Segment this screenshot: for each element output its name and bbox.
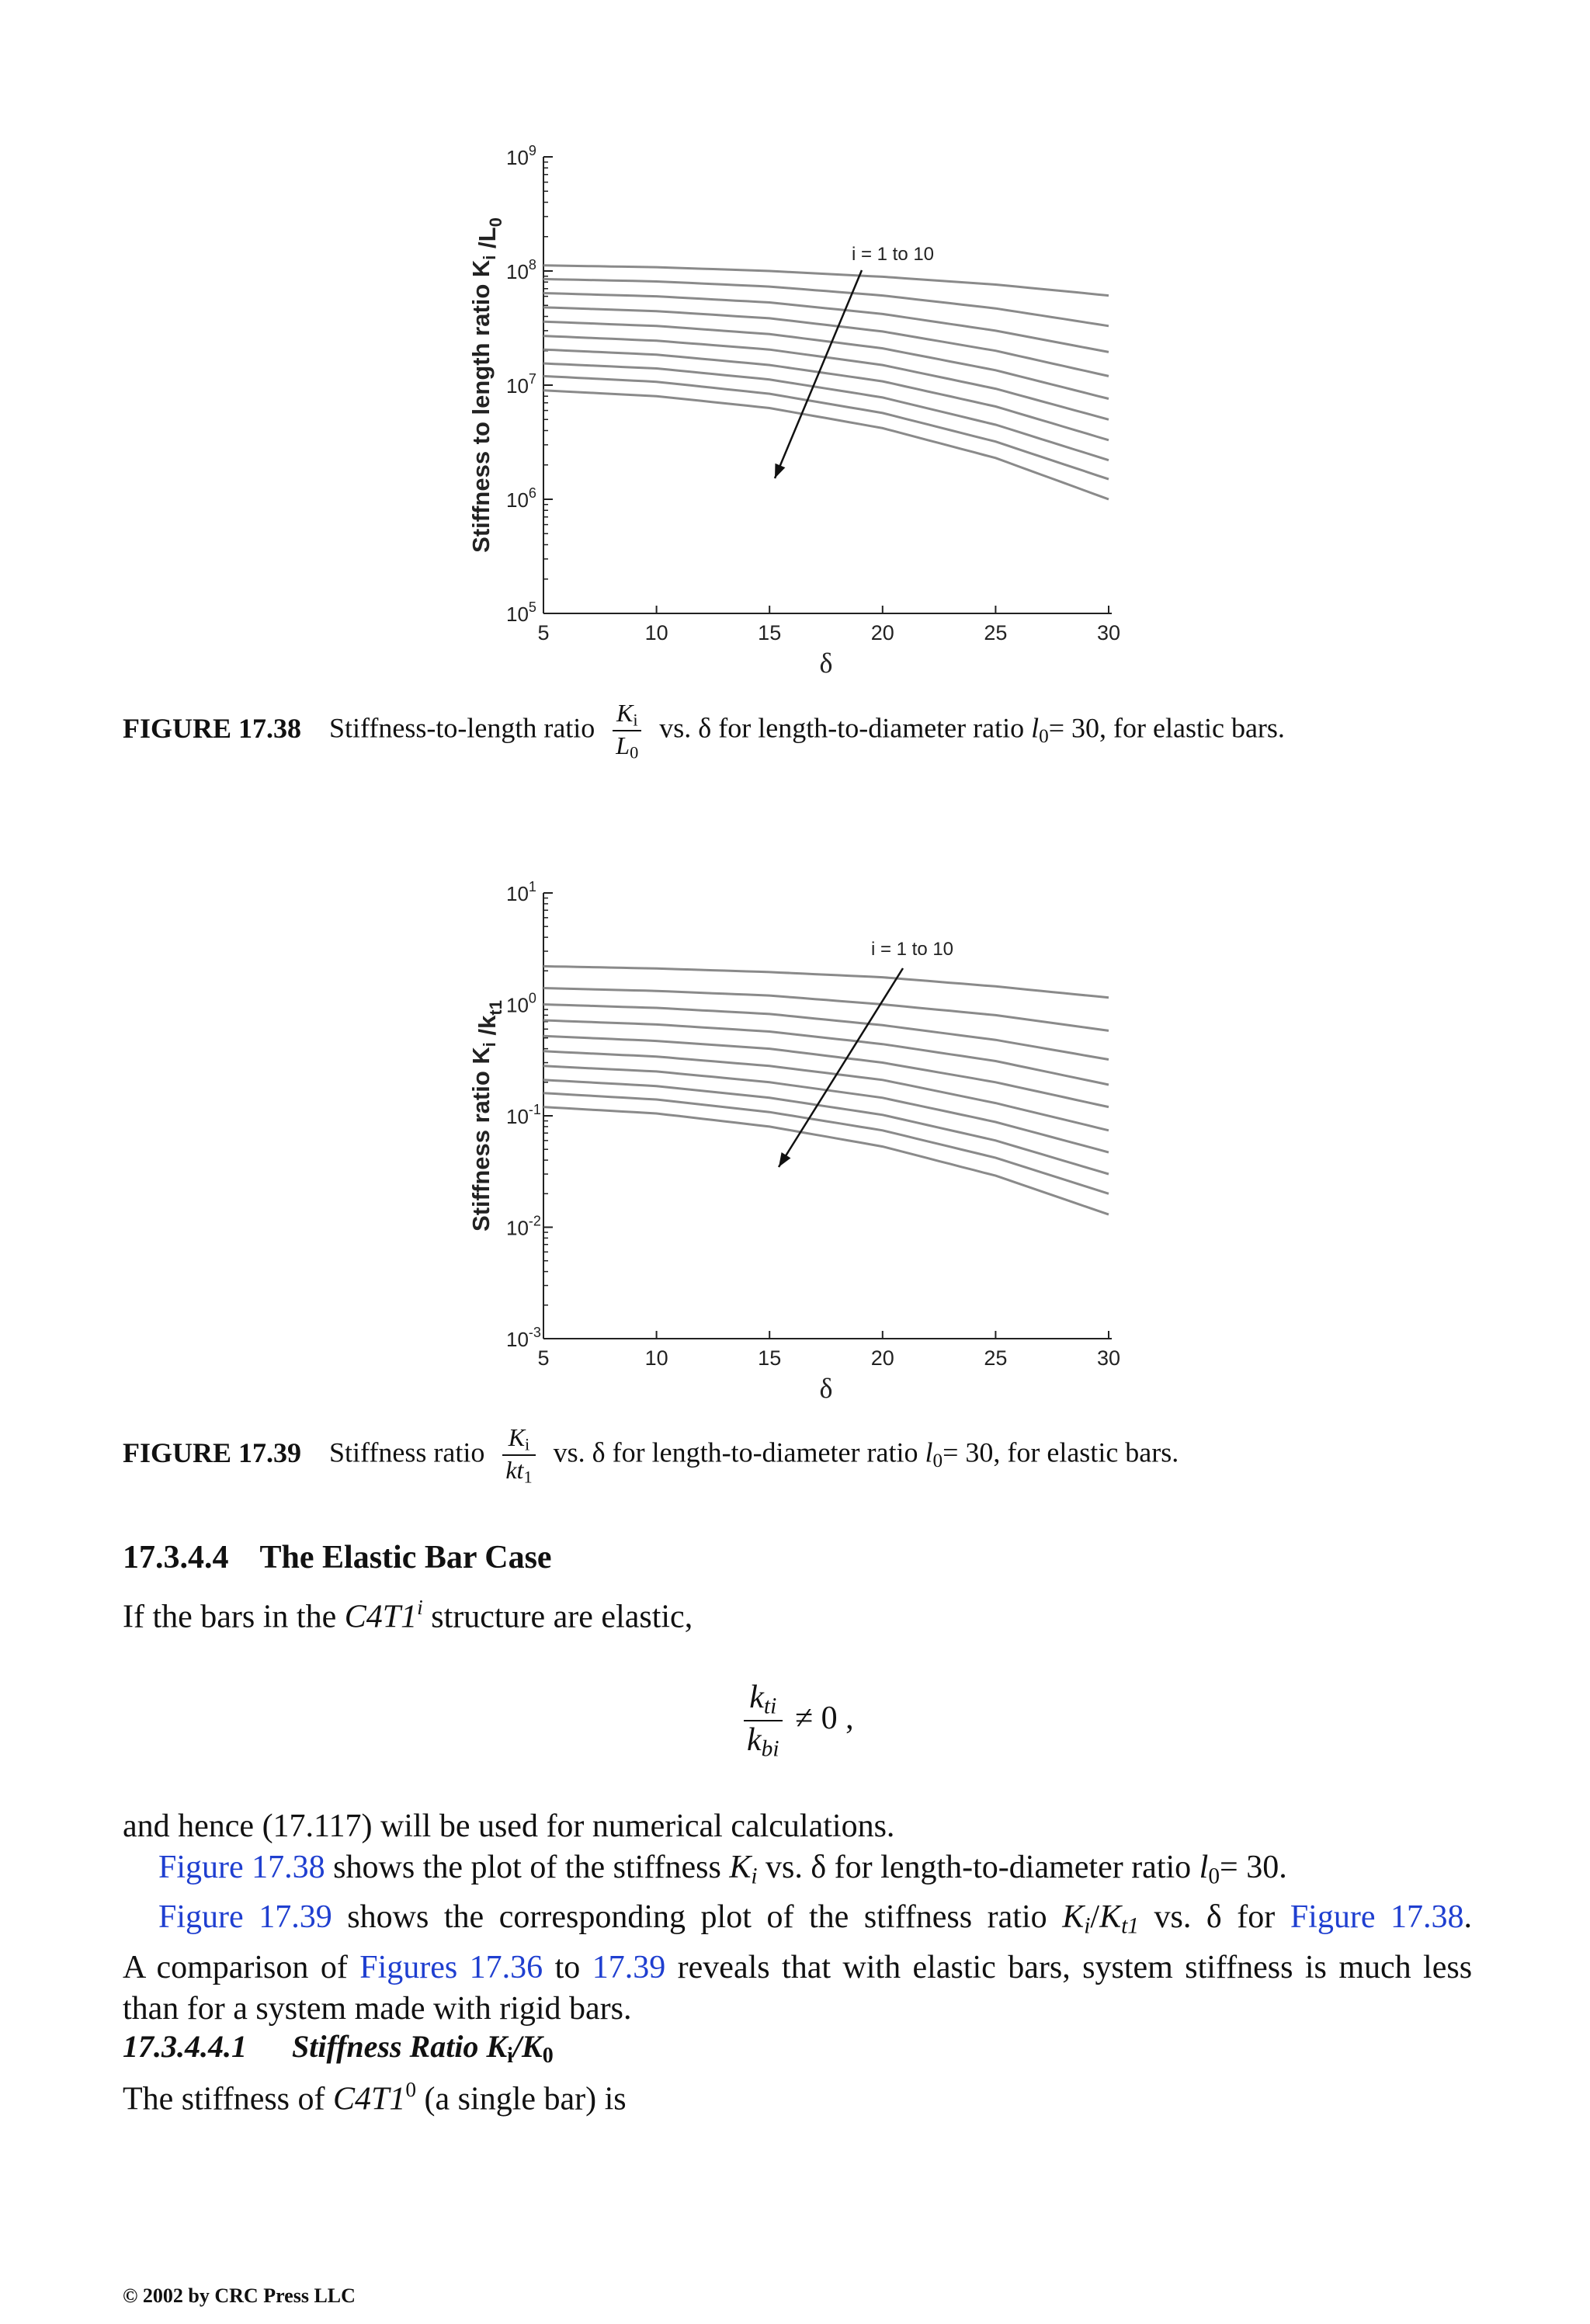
annotation-label: i = 1 to 10 bbox=[870, 939, 954, 960]
y-axis-label-sub: i bbox=[480, 255, 499, 260]
frac-denominator: kt bbox=[505, 1456, 524, 1485]
y-tick-exponent: -2 bbox=[528, 1213, 541, 1229]
y-tick-exponent: 6 bbox=[528, 485, 536, 501]
figure-17-39-link-2[interactable]: 17.39 bbox=[592, 1949, 666, 1985]
x-tick-label: 5 bbox=[537, 621, 550, 644]
subsection-k0-sub: 0 bbox=[542, 2044, 554, 2068]
y-tick-base: 10 bbox=[506, 374, 529, 398]
x-tick-label: 15 bbox=[758, 1346, 782, 1370]
y-tick-label bbox=[506, 1214, 541, 1240]
y-tick-label bbox=[506, 1325, 541, 1351]
y-tick-base: 10 bbox=[506, 993, 529, 1017]
y-tick-label bbox=[506, 1102, 541, 1128]
caption-text-2: vs. δ for length-to-diameter ratio bbox=[659, 712, 1025, 744]
caption-text-2: vs. δ for length-to-diameter ratio bbox=[553, 1436, 918, 1468]
y-tick-exponent: 9 bbox=[528, 143, 536, 158]
y-axis-label-part: Stiffness to length ratio K bbox=[467, 259, 495, 553]
intro-structure: C4T1 bbox=[344, 1599, 418, 1635]
p2-var: K bbox=[729, 1850, 752, 1885]
figures-17-36-link[interactable]: Figures 17.36 bbox=[359, 1949, 543, 1985]
y-tick-exponent: 5 bbox=[528, 599, 536, 615]
y-tick-base: 10 bbox=[506, 260, 529, 283]
last-line-text: The stiffness of bbox=[123, 2081, 325, 2117]
equation bbox=[744, 1679, 854, 1763]
y-tick-exponent: 1 bbox=[528, 879, 536, 895]
eq-den-sub: bi bbox=[761, 1736, 779, 1762]
eq-den: k bbox=[747, 1722, 762, 1759]
x-axis-label: δ bbox=[819, 1373, 833, 1404]
x-tick-label: 25 bbox=[984, 1346, 1008, 1370]
y-tick-label bbox=[506, 879, 536, 905]
x-axis-label: δ bbox=[819, 648, 833, 679]
figure-17-38-link-2[interactable]: Figure 17.38 bbox=[1290, 1899, 1464, 1936]
p2-tail: = 30. bbox=[1220, 1850, 1287, 1885]
caption-var: l bbox=[1031, 712, 1040, 744]
y-tick-base: 10 bbox=[506, 488, 529, 512]
series-line-3 bbox=[543, 1005, 1109, 1060]
y-axis-label-sub: 0 bbox=[486, 217, 505, 228]
figure-17-38-link[interactable]: Figure 17.38 bbox=[158, 1850, 325, 1885]
p4-text-2: reveals that with elastic bars, system stiffness is much less bbox=[677, 1949, 1473, 1985]
p4-text: A comparison of bbox=[123, 1949, 348, 1985]
p2-l: l bbox=[1199, 1850, 1209, 1885]
p3-text-2: vs. δ for bbox=[1154, 1899, 1276, 1936]
y-tick-base: 10 bbox=[506, 603, 529, 626]
y-axis-label bbox=[467, 1000, 505, 1231]
x-tick-label: 20 bbox=[870, 621, 894, 644]
equation-fraction bbox=[744, 1679, 783, 1763]
caption-var-sub: 0 bbox=[932, 1450, 943, 1471]
paragraph-3: Figure 17.39 shows the corresponding plot of the stiffness ratio $K_i/K_{t1}$ vs. δ for Figure 17.38. bbox=[158, 1899, 1473, 1939]
figure-17-39-link[interactable]: Figure 17.39 bbox=[158, 1899, 332, 1936]
caption-tail: = 30, for elastic bars. bbox=[1048, 712, 1285, 744]
p2-text: shows the plot of the stiffness bbox=[333, 1850, 721, 1885]
p3-kt-sub: t1 bbox=[1121, 1913, 1139, 1939]
intro-text: If the bars in the bbox=[123, 1599, 337, 1635]
paragraph-1: and hence (17.117) will be used for numerical calculations. bbox=[123, 1808, 895, 1844]
intro-sup: i bbox=[417, 1596, 423, 1619]
section-intro bbox=[123, 1587, 1472, 1638]
paragraph-2 bbox=[123, 1847, 1472, 1897]
series-line-1 bbox=[543, 966, 1109, 997]
subsection-k0: K bbox=[522, 2029, 543, 2064]
subsection-title: Stiffness Ratio bbox=[292, 2029, 479, 2064]
subsection-slash: / bbox=[512, 2029, 522, 2064]
paragraph-4 bbox=[123, 1947, 1472, 1989]
frac-denominator: L bbox=[616, 731, 630, 760]
y-tick-base: 10 bbox=[506, 146, 529, 169]
subsection-k: K bbox=[486, 2029, 508, 2064]
section-title: The Elastic Bar Case bbox=[259, 1540, 552, 1575]
p3-text: shows the corresponding plot of the stiffness ratio bbox=[347, 1899, 1047, 1936]
series-line-4 bbox=[543, 1020, 1109, 1085]
y-tick-base: 10 bbox=[506, 882, 529, 905]
x-tick-label: 30 bbox=[1096, 621, 1121, 644]
copyright-footer: © 2002 by CRC Press LLC bbox=[123, 2284, 356, 2307]
y-tick-exponent: -3 bbox=[528, 1325, 541, 1340]
frac-numerator-sub: i bbox=[633, 710, 638, 730]
p3-ki-sub: i bbox=[1084, 1913, 1091, 1939]
annotation-arrowhead bbox=[779, 1152, 790, 1167]
p2-var-sub: i bbox=[751, 1864, 758, 1889]
caption-text: Stiffness ratio bbox=[329, 1436, 485, 1468]
y-axis-label-part: /k bbox=[474, 1015, 501, 1043]
figure-label: FIGURE 17.39 bbox=[123, 1436, 302, 1468]
frac-denominator-sub: 0 bbox=[630, 742, 639, 763]
eq-rhs: ≠ 0 , bbox=[795, 1700, 854, 1736]
series-line-9 bbox=[543, 1093, 1109, 1194]
subsection-k-sub: i bbox=[507, 2044, 513, 2068]
x-tick-label: 30 bbox=[1096, 1346, 1121, 1370]
subsection-number: 17.3.4.4.1 bbox=[123, 2029, 247, 2064]
last-line-structure: C4T1 bbox=[333, 2081, 406, 2117]
eq-num: k bbox=[749, 1680, 764, 1715]
series-line-5 bbox=[543, 1036, 1109, 1106]
caption-tail: = 30, for elastic bars. bbox=[943, 1436, 1179, 1468]
last-line-text-2: (a single bar) is bbox=[424, 2081, 627, 2117]
figure-label: FIGURE 17.38 bbox=[123, 712, 302, 744]
p3-kt: K bbox=[1099, 1899, 1122, 1936]
last-line-sup: 0 bbox=[405, 2078, 417, 2101]
y-tick-base: 10 bbox=[506, 1105, 529, 1128]
y-axis-label-sub: i bbox=[480, 1042, 499, 1047]
y-tick-base: 10 bbox=[506, 1216, 529, 1240]
p4-to: to bbox=[554, 1949, 581, 1985]
x-tick-label: 15 bbox=[758, 621, 782, 644]
section-heading bbox=[123, 1539, 552, 1576]
x-tick-label: 20 bbox=[870, 1346, 894, 1370]
figure-17-39-caption bbox=[123, 1423, 1179, 1488]
p2-l-sub: 0 bbox=[1208, 1864, 1220, 1889]
frac-numerator-sub: i bbox=[525, 1434, 530, 1454]
x-tick-label: 10 bbox=[644, 621, 668, 644]
x-tick-label: 5 bbox=[537, 1346, 550, 1370]
eq-num-sub: ti bbox=[763, 1693, 777, 1719]
y-tick-label bbox=[506, 991, 536, 1017]
x-tick-label: 25 bbox=[984, 621, 1008, 644]
y-tick-exponent: -1 bbox=[528, 1102, 541, 1117]
y-tick-base: 10 bbox=[506, 1328, 529, 1351]
series-line-8 bbox=[543, 1080, 1109, 1174]
y-axis-label-part: /L bbox=[474, 227, 501, 255]
y-axis-label-sub: t1 bbox=[486, 1000, 505, 1016]
subsection-heading bbox=[123, 2028, 554, 2069]
body-text bbox=[123, 1806, 1472, 2030]
caption-text: Stiffness-to-length ratio bbox=[329, 712, 595, 744]
y-tick-exponent: 8 bbox=[528, 257, 536, 273]
y-axis-label-part: Stiffness ratio K bbox=[467, 1047, 495, 1231]
caption-fraction bbox=[502, 1423, 535, 1488]
y-tick-exponent: 0 bbox=[528, 990, 536, 1006]
paragraph-5: than for a system made with rigid bars. bbox=[123, 1990, 632, 2027]
caption-var-sub: 0 bbox=[1039, 725, 1049, 747]
frac-denominator-sub: 1 bbox=[523, 1467, 533, 1487]
series-line-10 bbox=[543, 1107, 1109, 1215]
frac-numerator: K bbox=[508, 1423, 526, 1451]
frac-numerator: K bbox=[616, 699, 634, 727]
x-tick-label: 10 bbox=[644, 1346, 668, 1370]
p2-text-2: vs. δ for length-to-diameter ratio bbox=[765, 1850, 1192, 1885]
y-tick-exponent: 7 bbox=[528, 371, 536, 387]
p3-ki: K bbox=[1062, 1899, 1085, 1936]
section-number: 17.3.4.4 bbox=[123, 1540, 229, 1575]
annotation-label: i = 1 to 10 bbox=[851, 244, 935, 265]
last-line bbox=[123, 2069, 1472, 2120]
caption-var: l bbox=[925, 1436, 933, 1468]
intro-text-2: structure are elastic, bbox=[431, 1599, 693, 1635]
